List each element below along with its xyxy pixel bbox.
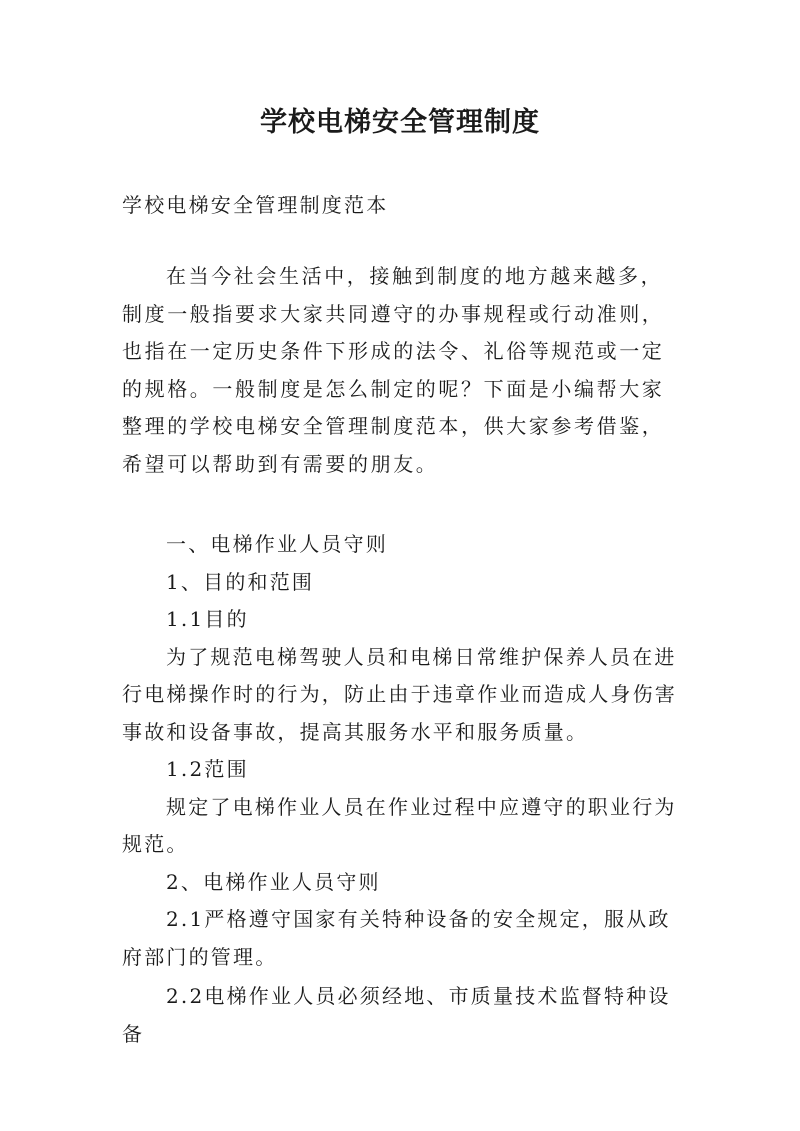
intro-paragraph: 在当今社会生活中，接触到制度的地方越来越多，制度一般指要求大家共同遵守的办事规程或行动准则，也指在一定历史条件下形成的法令、礼俗等规范或一定的规格。一般制度是怎么制定的呢？下面是小编帮大家整理的学校电梯安全管理制度范本，供大家参考借鉴，希望可以帮助到有需要的朋友。 xyxy=(122,264,665,476)
document-title: 学校电梯安全管理制度 xyxy=(260,107,540,138)
clause-paragraph: 规定了电梯作业人员在作业过程中应遵守的职业行为规范。 xyxy=(122,794,677,856)
clause-paragraph: 2.1严格遵守国家有关特种设备的安全规定，服从政府部门的管理。 xyxy=(122,907,671,969)
clause-heading: 1.1目的 xyxy=(166,607,249,631)
document-subtitle: 学校电梯安全管理制度范本 xyxy=(122,193,389,217)
subsection-heading: 2、电梯作业人员守则 xyxy=(166,869,381,894)
document-body xyxy=(122,526,682,1053)
clause-paragraph: 为了规范电梯驾驶人员和电梯日常维护保养人员在进行电梯操作时的行为，防止由于违章作业而造成人身伤害事故和设备事故，提高其服务水平和服务质量。 xyxy=(122,644,677,744)
subsection-heading: 1、目的和范围 xyxy=(166,569,315,594)
section-heading: 一、电梯作业人员守则 xyxy=(166,532,388,556)
clause-paragraph: 2.2电梯作业人员必须经地、市质量技术监督特种设备 xyxy=(122,984,671,1046)
clause-heading: 1.2范围 xyxy=(166,757,249,781)
